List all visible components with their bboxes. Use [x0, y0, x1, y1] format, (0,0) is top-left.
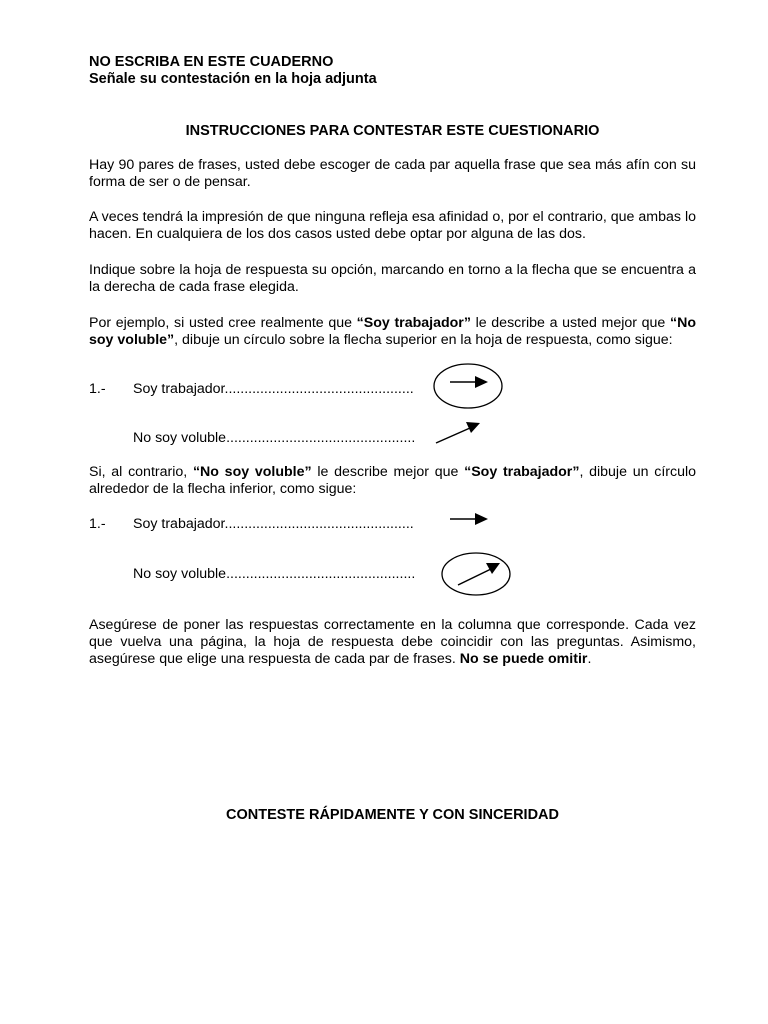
- example-2-option-a-label: Soy trabajador: [133, 516, 225, 532]
- p5-text-a: Si, al contrario,: [89, 464, 193, 480]
- paragraph-5: [89, 464, 696, 498]
- p4-text-e: , dibuje un círculo sobre la flecha superior en la hoja de respuesta, como sigue:: [174, 332, 673, 348]
- example-1-number: 1.-: [89, 381, 106, 397]
- header-subtitle: Señale su contestación en la hoja adjunta: [89, 71, 377, 87]
- example-1-option-b-leader: ................................................: [226, 430, 416, 446]
- p5-quote-trabajador: “Soy trabajador”: [464, 464, 580, 480]
- paragraph-6: [89, 617, 696, 668]
- paragraph-2: A veces tendrá la impresión de que ninguna refleja esa afinidad o, por el contrario, que ambas lo hacen. En cualquiera de los dos casos usted debe optar por alguna de las dos.: [89, 209, 696, 242]
- example-1-option-b-label: No soy voluble: [133, 430, 227, 446]
- p6-no-omitir: No se puede omitir: [459, 651, 588, 667]
- example-2-option-b-leader: ................................................: [226, 566, 416, 582]
- example-2-option-a: [133, 516, 414, 533]
- example-2-circled-arrow-icon: [438, 550, 518, 600]
- p4-quote-trabajador: “Soy trabajador”: [356, 315, 471, 331]
- example-1-option-a-leader: ................................................: [224, 381, 414, 397]
- p5-text-c: le describe mejor que: [311, 464, 465, 480]
- p4-text-c: le describe a usted mejor que: [470, 315, 670, 331]
- p6-text-a: Asegúrese de poner las respuestas correctamente en la columna que corresponde. Cada vez que vuelva una página, la hoja de respuesta debe coincidir con las preguntas. Asimismo, asegúrese que elige una respuesta de cada par de frases.: [89, 617, 696, 667]
- paragraph-1: Hay 90 pares de frases, usted debe escoger de cada par aquella frase que sea más afín con su forma de ser o de pensar.: [89, 157, 696, 190]
- example-1-option-a: [133, 381, 414, 398]
- paragraph-4: [89, 315, 696, 349]
- example-1-circled-arrow-icon: [430, 360, 510, 410]
- example-1-option-b: [133, 430, 415, 447]
- example-2-option-b: [133, 566, 415, 583]
- p4-text-a: Por ejemplo, si usted cree realmente que: [89, 315, 357, 331]
- p5-text-e: , dibuje un círculo alrededor de la flecha inferior, como sigue:: [89, 464, 697, 497]
- p6-text-c: .: [587, 651, 592, 667]
- closing-instruction: CONTESTE RÁPIDAMENTE Y CON SINCERIDAD: [226, 807, 559, 823]
- paragraph-3: Indique sobre la hoja de respuesta su opción, marcando en torno a la flecha que se encuentra a la derecha de cada frase elegida.: [89, 262, 696, 295]
- p4-quote-voluble: “No soy voluble”: [89, 315, 696, 348]
- header-warning: NO ESCRIBA EN ESTE CUADERNO: [89, 54, 334, 70]
- example-2-right-arrow-icon: [445, 510, 495, 530]
- example-1-option-a-label: Soy trabajador: [133, 381, 225, 397]
- example-1-diagonal-arrow-icon: [430, 418, 490, 448]
- p5-quote-voluble: “No soy voluble”: [192, 464, 312, 480]
- example-2-number: 1.-: [89, 516, 106, 532]
- instructions-title: INSTRUCCIONES PARA CONTESTAR ESTE CUESTIONARIO: [185, 123, 600, 139]
- example-2-option-b-label: No soy voluble: [133, 566, 227, 582]
- example-2-option-a-leader: ................................................: [224, 516, 414, 532]
